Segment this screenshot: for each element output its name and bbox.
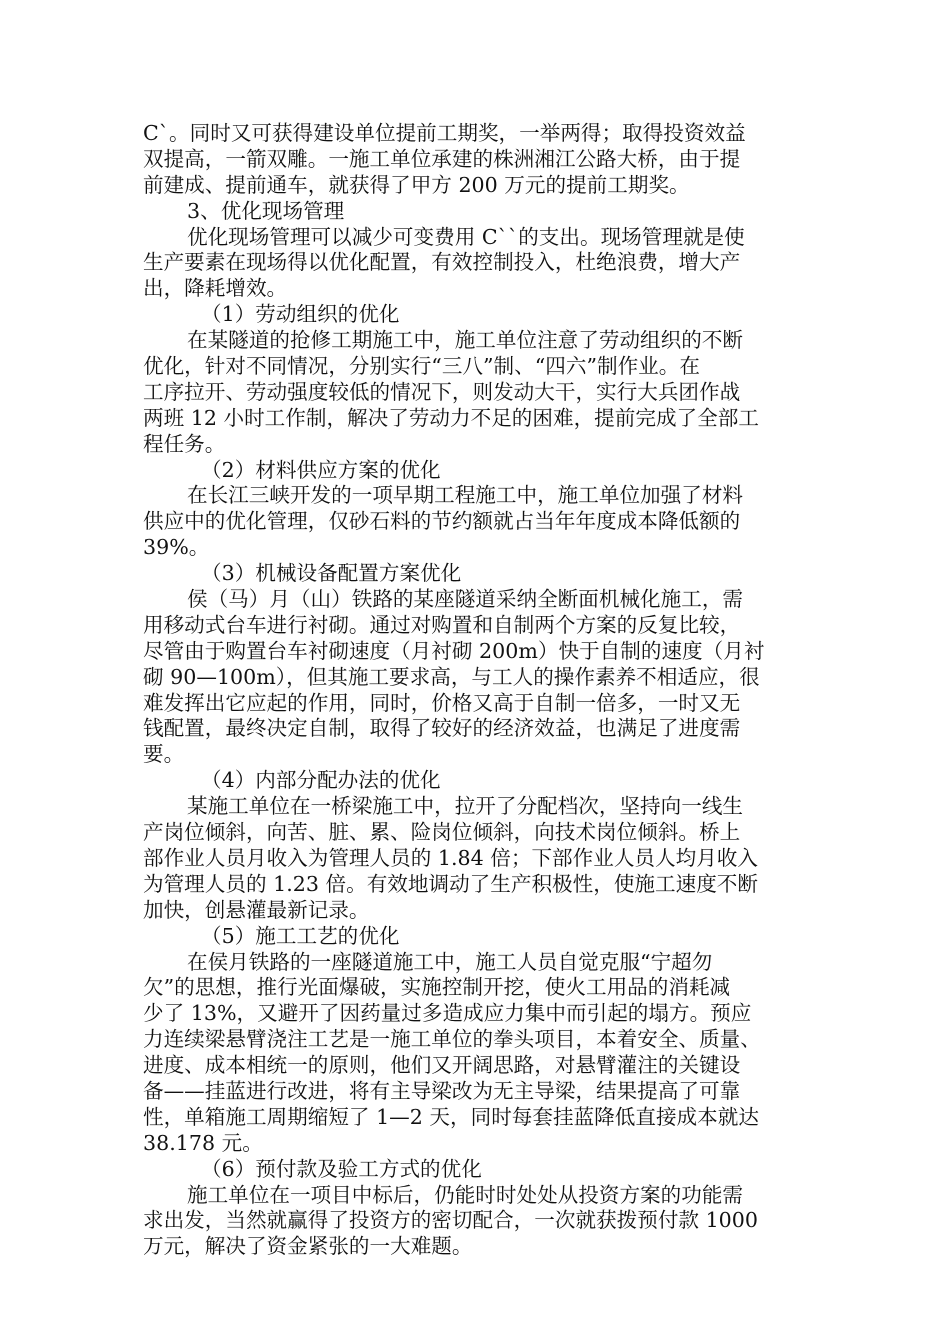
section-heading: （2）材料供应方案的优化: [201, 457, 441, 482]
text-line: 难发挥出它应起的作用，同时，价格又高于自制一倍多，一时又无: [143, 690, 741, 715]
text-line: 出，降耗增效。: [143, 276, 288, 301]
section-heading: （1）劳动组织的优化: [201, 302, 400, 327]
section-heading: （3）机械设备配置方案优化: [201, 561, 462, 586]
text-line: 38.178 元。: [143, 1130, 263, 1155]
text-line: 钱配置，最终决定自制，取得了较好的经济效益，也满足了进度需: [143, 716, 741, 741]
text-line: 欠”的思想，推行光面爆破，实施控制开挖，使火工用品的消耗减: [143, 975, 731, 1000]
text-line: C`。同时又可获得建设单位提前工期奖，一举两得；取得投资效益: [143, 121, 746, 145]
text-line: 求出发，当然就赢得了投资方的密切配合，一次就获拨预付款 1000: [143, 1208, 758, 1233]
text-line: 为管理人员的 1.23 倍。有效地调动了生产积极性，使施工速度不断: [143, 871, 758, 896]
section-heading: （5）施工工艺的优化: [201, 923, 400, 948]
text-line: 生产要素在现场得以优化配置，有效控制投入，杜绝浪费，增大产: [143, 250, 741, 275]
text-line: 产岗位倾斜，向苦、脏、累、险岗位倾斜，向技术岗位倾斜。桥上: [143, 820, 741, 845]
text-line: 万元，解决了资金紧张的一大难题。: [143, 1234, 473, 1259]
document-body: [143, 121, 815, 1260]
text-line: 侯（马）月（山）铁路的某座隧道采纳全断面机械化施工，需: [187, 587, 744, 612]
text-line: 要。: [143, 742, 185, 767]
text-line: 3、优化现场管理: [187, 198, 345, 223]
text-line: 在长江三峡开发的一项早期工程施工中，施工单位加强了材料: [187, 483, 744, 508]
text-line: 备——挂蓝进行改进，将有主导梁改为无主导梁，结果提高了可靠: [143, 1078, 741, 1103]
text-line: 前建成、提前通车，就获得了甲方 200 万元的提前工期奖。: [143, 172, 690, 197]
text-line: 程任务。: [143, 431, 226, 456]
section-heading: （4）内部分配办法的优化: [201, 768, 441, 793]
text-line: 两班 12 小时工作制，解决了劳动力不足的困难，提前完成了全部工: [143, 405, 759, 430]
text-line: 力连续梁悬臂浇注工艺是一施工单位的拳头项目，本着安全、质量、: [143, 1027, 761, 1052]
text-line: 部作业人员月收入为管理人员的 1.84 倍；下部作业人员人均月收入: [143, 845, 758, 870]
text-line: 性，单箱施工周期缩短了 1—2 天，同时每套挂蓝降低直接成本就达: [143, 1104, 759, 1129]
text-line: 某施工单位在一桥梁施工中，拉开了分配档次，坚持向一线生: [187, 794, 744, 819]
text-line: 双提高，一箭双雕。一施工单位承建的株洲湘江公路大桥，由于提: [143, 146, 741, 171]
text-line: 进度、成本相统一的原则，他们又开阔思路，对悬臂灌注的关键设: [143, 1053, 741, 1078]
text-line: 供应中的优化管理，仅砂石料的节约额就占当年年度成本降低额的: [143, 509, 741, 534]
text-line: 39%。: [143, 535, 210, 560]
text-line: 优化现场管理可以减少可变费用 C``的支出。现场管理就是使: [187, 224, 745, 249]
text-line: 用移动式台车进行衬砌。通过对购置和自制两个方案的反复比较，: [143, 612, 741, 637]
text-line: 加快，创悬灌最新记录。: [143, 897, 370, 922]
text-line: 在某隧道的抢修工期施工中，施工单位注意了劳动组织的不断: [187, 328, 744, 353]
section-heading: （6）预付款及验工方式的优化: [201, 1156, 482, 1181]
text-line: 施工单位在一项目中标后，仍能时时处处从投资方案的功能需: [187, 1182, 744, 1207]
text-line: 优化，针对不同情况，分别实行“三八”制、“四六”制作业。在: [143, 354, 700, 379]
text-line: 少了 13%，又避开了因药量过多造成应力集中而引起的塌方。预应: [143, 1001, 752, 1026]
text-line: 工序拉开、劳动强度较低的情况下，则发动大干，实行大兵团作战: [143, 379, 741, 404]
text-line: 尽管由于购置台车衬砌速度（月衬砌 200m）快于自制的速度（月衬: [143, 638, 765, 663]
text-line: 在侯月铁路的一座隧道施工中，施工人员自觉克服“宁超勿: [187, 949, 713, 974]
text-line: 砌 90—100m），但其施工要求高，与工人的操作素养不相适应，很: [143, 664, 760, 689]
